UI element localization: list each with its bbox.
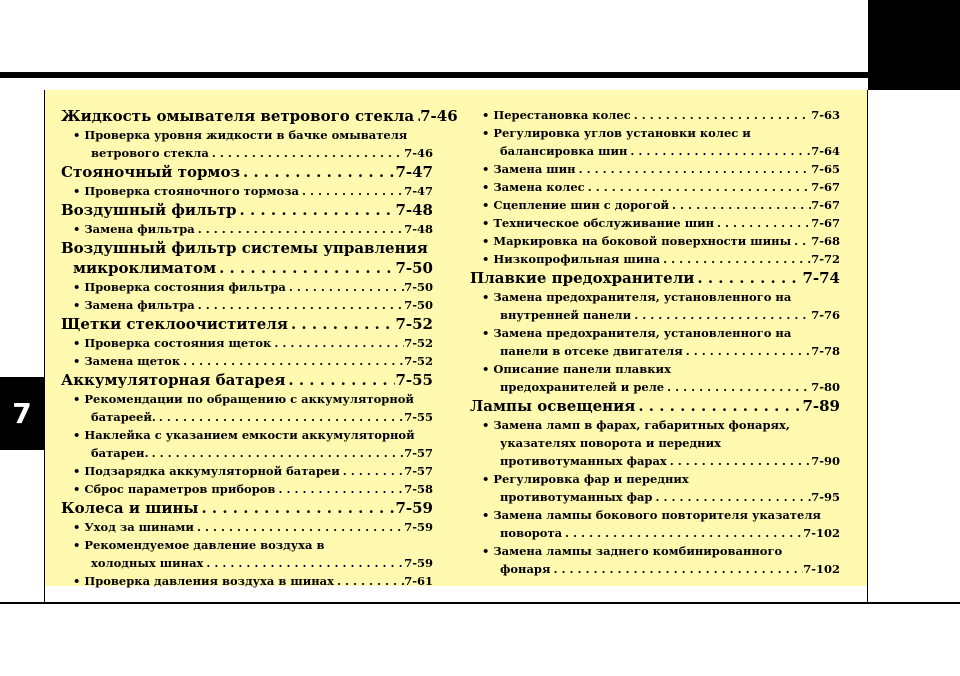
toc-section[interactable]: Щетки стеклоочистителя . . . 7-52: [61, 314, 433, 334]
toc-subitem[interactable]: батареей. . . . 7-55: [61, 408, 433, 426]
toc-subitem[interactable]: панели в отсеке двигателя . . . 7-78: [470, 342, 840, 360]
toc-subitem[interactable]: балансировка шин . . . 7-64: [470, 142, 840, 160]
toc-subitem[interactable]: • Низкопрофильная шина . . . 7-72: [470, 250, 840, 268]
toc-subitem[interactable]: • Сцепление шин с дорогой . . . 7-67: [470, 196, 840, 214]
toc-section[interactable]: Жидкость омывателя ветрового стекла . . . 7-46: [61, 106, 433, 126]
toc-subitem-line: • Проверка уровня жидкости в бачке омывателя: [73, 128, 408, 142]
toc-section[interactable]: Плавкие предохранители . . . 7-74: [470, 268, 840, 288]
toc-subitem-line: • Замена лампы заднего комбинированного: [482, 544, 783, 558]
top-rule: [0, 72, 868, 78]
toc-subitem[interactable]: фонаря . . . 7-102: [470, 560, 840, 578]
toc-subitem-line: • Замена предохранителя, установленного на: [482, 290, 792, 304]
toc-subitem[interactable]: холодных шинах . . . 7-59: [61, 554, 433, 572]
toc-subitem[interactable]: • Замена колес . . . 7-67: [470, 178, 840, 196]
corner-block: [868, 0, 960, 90]
toc-section[interactable]: Аккумуляторная батарея . . . 7-55: [61, 370, 433, 390]
toc-subitem[interactable]: ветрового стекла . . . 7-46: [61, 144, 433, 162]
chapter-number: 7: [12, 397, 32, 430]
toc-subitem-line: • Замена лампы бокового повторителя указателя: [482, 508, 821, 522]
toc-subitem[interactable]: батареи. . . . 7-57: [61, 444, 433, 462]
toc-subitem[interactable]: внутренней панели . . . 7-76: [470, 306, 840, 324]
toc-subitem-line: • Регулировка фар и передних: [482, 472, 689, 486]
toc-subitem[interactable]: поворота . . . 7-102: [470, 524, 840, 542]
toc-subitem-line: • Рекомендации по обращению с аккумуляторной: [73, 392, 414, 406]
toc-subitem-line: • Наклейка с указанием емкости аккумуляторной: [73, 428, 415, 442]
toc-subitem-line: указателях поворота и передних: [500, 436, 721, 450]
toc-section-line: Воздушный фильтр системы управления: [61, 239, 428, 257]
toc-subitem[interactable]: • Проверка стояночного тормоза . . . 7-47: [61, 182, 433, 200]
toc-section[interactable]: Лампы освещения . . . 7-89: [470, 396, 840, 416]
toc-subitem[interactable]: • Сброс параметров приборов . . . 7-58: [61, 480, 433, 498]
toc-subitem[interactable]: • Перестановка колес . . . 7-63: [470, 106, 840, 124]
toc-subitem[interactable]: предохранителей и реле . . . 7-80: [470, 378, 840, 396]
left-divider: [44, 90, 45, 602]
right-divider: [867, 90, 868, 602]
toc-subitem[interactable]: • Замена шин . . . 7-65: [470, 160, 840, 178]
toc-section[interactable]: Стояночный тормоз . . . 7-47: [61, 162, 433, 182]
toc-subitem[interactable]: • Техническое обслуживание шин . . . 7-67: [470, 214, 840, 232]
toc-section[interactable]: микроклиматом . . . 7-50: [61, 258, 433, 278]
toc-subitem[interactable]: • Проверка состояния фильтра . . . 7-50: [61, 278, 433, 296]
chapter-tab: [0, 377, 44, 450]
toc-right-column: [470, 106, 840, 578]
toc-subitem[interactable]: • Подзарядка аккумуляторной батареи . . . 7-57: [61, 462, 433, 480]
toc-subitem[interactable]: • Уход за шинами . . . 7-59: [61, 518, 433, 536]
toc-subitem[interactable]: • Замена фильтра . . . 7-48: [61, 220, 433, 238]
toc-left-column: [61, 106, 458, 590]
toc-subitem-line: • Замена ламп в фарах, габаритных фонарях,: [482, 418, 790, 432]
toc-subitem-line: • Описание панели плавких: [482, 362, 671, 376]
toc-subitem[interactable]: • Маркировка на боковой поверхности шины . . . 7-68: [470, 232, 840, 250]
toc-subitem-line: • Регулировка углов установки колес и: [482, 126, 751, 140]
toc-subitem[interactable]: противотуманных фар . . . 7-95: [470, 488, 840, 506]
toc-subitem[interactable]: • Замена фильтра . . . 7-50: [61, 296, 433, 314]
toc-subitem-line: • Рекомендуемое давление воздуха в: [73, 538, 325, 552]
toc-subitem[interactable]: противотуманных фарах . . . 7-90: [470, 452, 840, 470]
toc-subitem-line: • Замена предохранителя, установленного на: [482, 326, 792, 340]
toc-subitem[interactable]: • Проверка давления воздуха в шинах . . . 7-61: [61, 572, 433, 590]
toc-section[interactable]: Воздушный фильтр . . . 7-48: [61, 200, 433, 220]
toc-subitem[interactable]: • Замена щеток . . . 7-52: [61, 352, 433, 370]
toc-subitem[interactable]: • Проверка состояния щеток . . . 7-52: [61, 334, 433, 352]
toc-section[interactable]: Колеса и шины . . . 7-59: [61, 498, 433, 518]
bottom-rule: [0, 602, 960, 604]
